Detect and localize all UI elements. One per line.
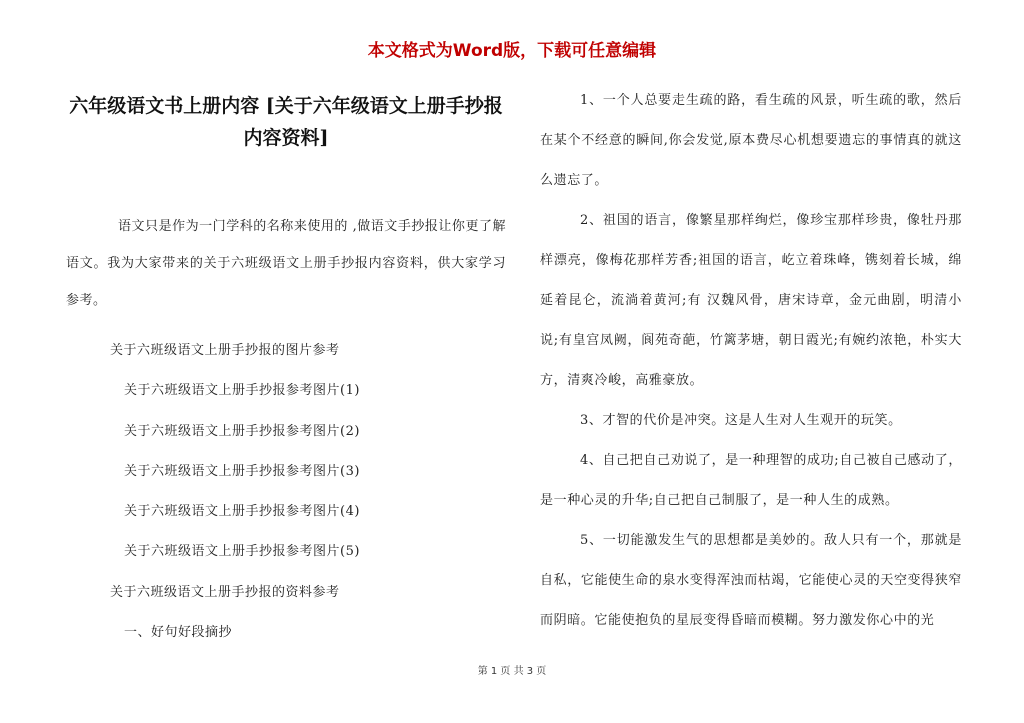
- download-banner: 本文格式为Word版，下载可任意编辑: [367, 41, 657, 61]
- picture-reference-item: 关于六班级语文上册手抄报参考图片(3): [124, 464, 360, 479]
- section-heading-pictures: 关于六班级语文上册手抄报的图片参考: [110, 343, 340, 358]
- intro-paragraph: 语文只是作为一门学科的名称来使用的 ,做语文手抄报让你更了解语文。我为大家带来的关于六班级语文上册手抄报内容资料，供大家学习参考。: [66, 219, 506, 308]
- subsection-heading: 一、好句好段摘抄: [124, 625, 233, 640]
- quote-paragraph: 1、一个人总要走生疏的路，看生疏的风景，听生疏的歌，然后在某个不经意的瞬间,你会发觉,原本费尽心机想要遗忘的事情真的就这么遗忘了。: [540, 93, 962, 188]
- picture-reference-item: 关于六班级语文上册手抄报参考图片(5): [124, 544, 360, 559]
- page-number: 第 1 页 共 3 页: [477, 666, 547, 677]
- section-heading-materials: 关于六班级语文上册手抄报的资料参考: [110, 585, 340, 600]
- quote-paragraph: 2、祖国的语言，像繁星那样绚烂，像珍宝那样珍贵，像牡丹那样漂亮，像梅花那样芳香;祖国的语言，屹立着珠峰，镌刻着长城，绵延着昆仑，流淌着黄河;有 汉魏风骨，唐宋诗章，金元曲剧，明清小说;有皇宫凤阙，阆苑奇葩，竹篱茅塘，朝日霞光;有婉约浓艳，朴实大方，清爽冷峻，高雅豪放。: [540, 213, 962, 388]
- picture-reference-item: 关于六班级语文上册手抄报参考图片(2): [124, 424, 360, 439]
- quote-paragraph: 3、才智的代价是冲突。这是人生对人生观开的玩笑。: [580, 413, 902, 428]
- right-column: [540, 81, 962, 641]
- picture-reference-item: 关于六班级语文上册手抄报参考图片(1): [124, 383, 360, 398]
- left-column: [66, 90, 506, 319]
- quote-paragraph: 5、一切能激发生气的思想都是美妙的。敌人只有一个，那就是自私，它能使生命的泉水变得浑浊而枯竭，它能使心灵的天空变得狭窄而阴暗。它能使抱负的星辰变得昏暗而模糊。努力激发你心中的光: [540, 533, 962, 628]
- document-title: 六年级语文书上册内容 [关于六年级语文上册手抄报内容资料]: [69, 95, 503, 149]
- quote-paragraph: 4、自己把自己劝说了，是一种理智的成功;自己被自己感动了，是一种心灵的升华;自己把自己制服了，是一种人生的成熟。: [540, 453, 962, 508]
- picture-reference-item: 关于六班级语文上册手抄报参考图片(4): [124, 504, 360, 519]
